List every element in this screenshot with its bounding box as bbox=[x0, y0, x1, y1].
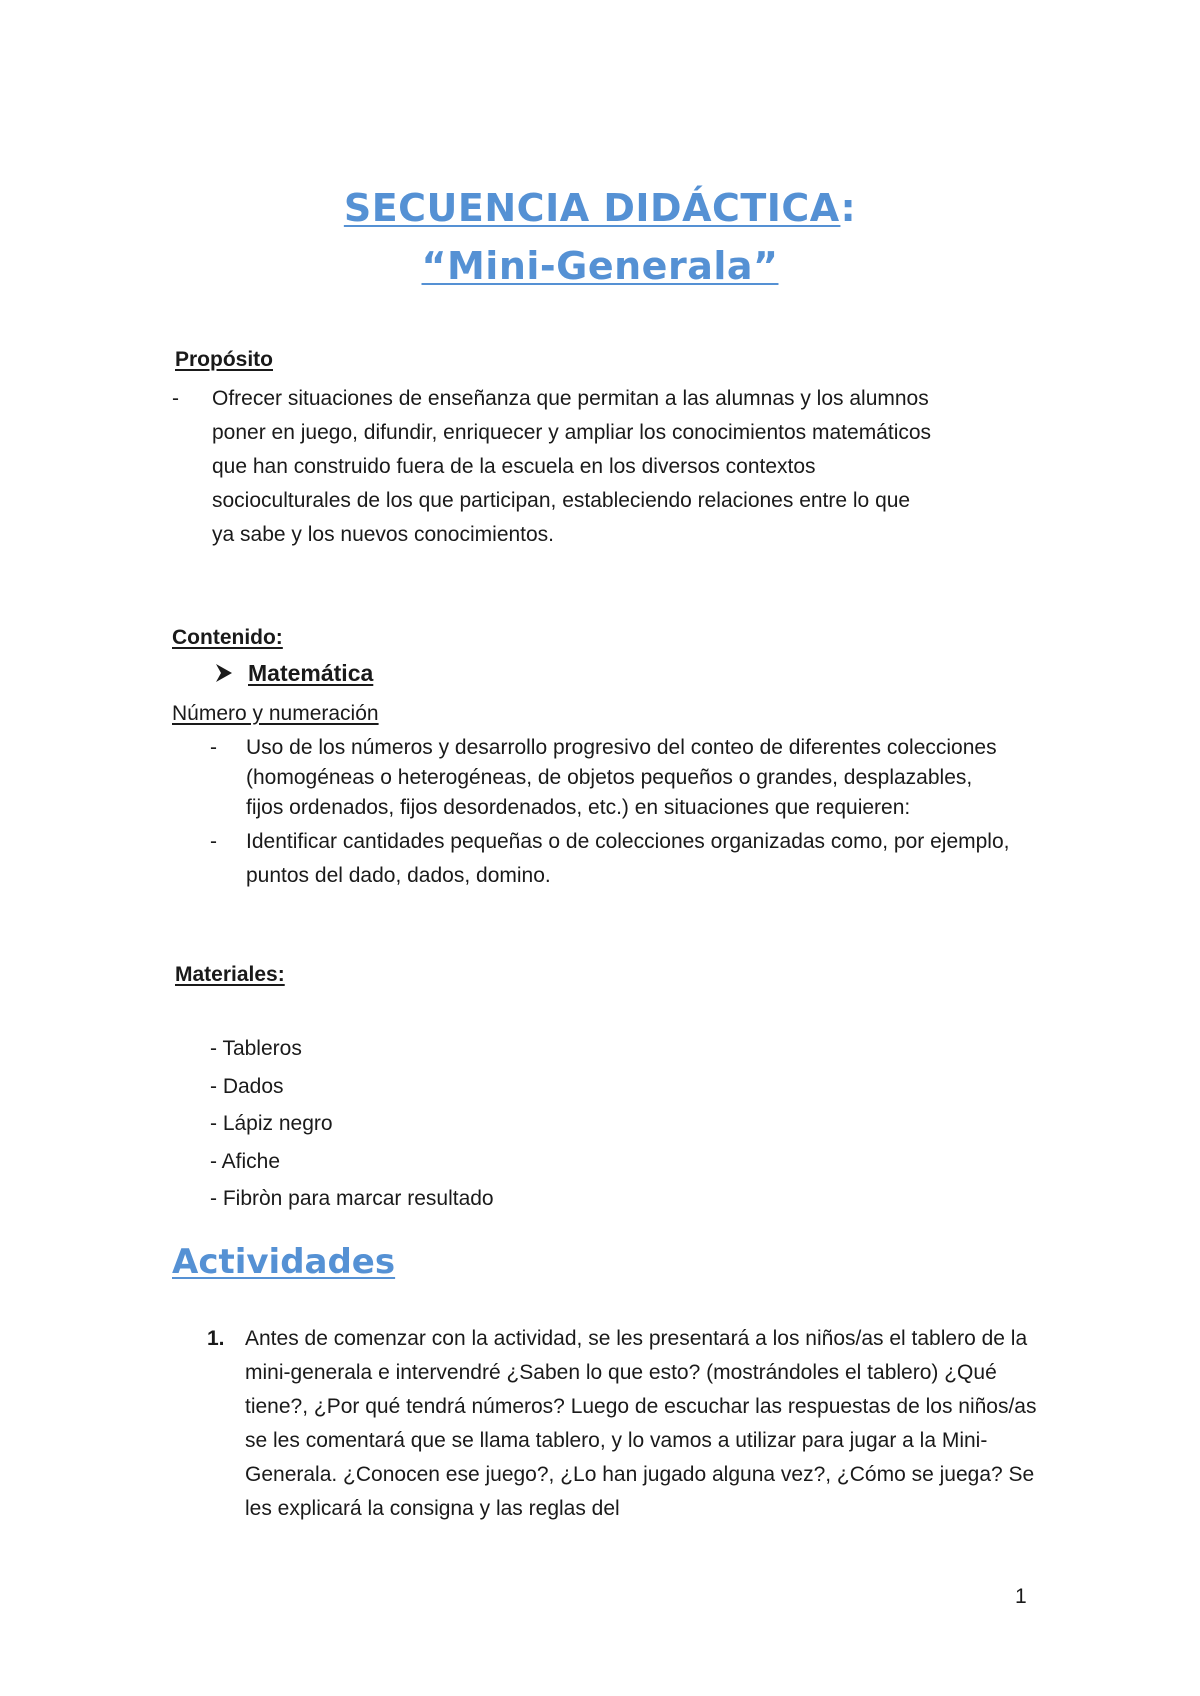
title-main: SECUENCIA DIDÁCTICA bbox=[343, 186, 841, 230]
proposito-heading: Propósito bbox=[175, 348, 273, 371]
proposito-text: Ofrecer situaciones de enseñanza que permitan a las alumnas y los alumnos poner en juego, difundir, enriquecer y ampliar los conocimientos matemáticos que han construido fuera de la escuela en los diversos contextos socioculturales de los que participan, estableciendo relaciones entre lo que ya sabe y los nuevos conocimientos. bbox=[212, 387, 932, 546]
list-item-text: Uso de los números y desarrollo progresivo del conteo de diferentes colecciones (homogéneas o heterogéneas, de objetos pequeños o grandes, desplazables, fijos ordenados, fijos desordenados, etc.) en situaciones que requieren: bbox=[246, 736, 997, 819]
document-title bbox=[0, 186, 1200, 230]
actividades-heading: Actividades bbox=[172, 1242, 396, 1282]
list-item: - Afiche bbox=[210, 1149, 281, 1173]
list-item: - Tableros bbox=[210, 1037, 302, 1060]
list-item-text: Identificar cantidades pequeñas o de colecciones organizadas como, por ejemplo, puntos del dado, dados, domino. bbox=[246, 830, 1010, 887]
list-item bbox=[210, 733, 1010, 823]
list-item bbox=[210, 825, 1010, 893]
document-subtitle bbox=[0, 244, 1200, 288]
numero-numeracion-heading: Número y numeración bbox=[172, 702, 379, 725]
contenido-heading: Contenido: bbox=[172, 626, 283, 649]
arrow-bullet-icon bbox=[214, 660, 248, 687]
proposito-list bbox=[172, 382, 932, 552]
matematica-label: Matemática bbox=[248, 660, 374, 686]
activity-text: Antes de comenzar con la actividad, se les presentará a los niños/as el tablero de la mini-generala e intervendré ¿Saben lo que esto? (mostrándoles el tablero) ¿Qué tiene?, ¿Por qué tendrá números? Luego de escuchar las respuestas de los niños/as se les comentará que se llama tablero, y lo vamos a utilizar para jugar a la Mini-Generala. ¿Conocen ese juego?, ¿Lo han jugado alguna vez?, ¿Cómo se juega? Se les explicará la consigna y las reglas del bbox=[245, 1327, 1037, 1520]
materiales-list bbox=[210, 1030, 494, 1218]
list-dash: - bbox=[172, 387, 179, 410]
list-item: - Dados bbox=[210, 1074, 284, 1098]
activity-number: 1. bbox=[207, 1327, 225, 1350]
title-colon: : bbox=[840, 186, 857, 230]
list-item: - Lápiz negro bbox=[210, 1112, 333, 1135]
list-dash: - bbox=[210, 736, 217, 759]
list-item: - Fibròn para marcar resultado bbox=[210, 1187, 494, 1210]
page-number: 1 bbox=[1015, 1585, 1027, 1608]
contenido-list bbox=[210, 733, 1010, 893]
subtitle-text: “Mini-Generala” bbox=[421, 244, 779, 288]
list-dash: - bbox=[210, 830, 217, 853]
actividades-list bbox=[207, 1322, 1037, 1526]
materiales-heading: Materiales: bbox=[175, 963, 285, 986]
matematica-row bbox=[214, 660, 373, 687]
